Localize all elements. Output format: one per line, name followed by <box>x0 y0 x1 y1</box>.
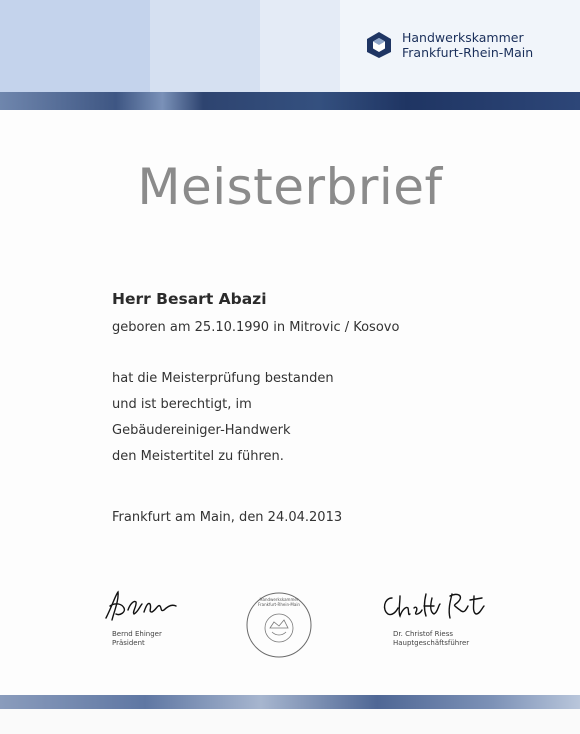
header-band-block <box>0 0 150 92</box>
certification-text-line: hat die Meisterprüfung bestanden <box>112 371 334 386</box>
certification-text <box>112 366 334 470</box>
seal-text-line-2: Frankfurt-Rhein-Main <box>258 602 300 607</box>
signatory-left <box>112 630 162 648</box>
certification-text-line: den Meistertitel zu führen. <box>112 449 284 464</box>
signatory-left-role: Präsident <box>112 639 145 647</box>
signatory-right <box>393 630 469 648</box>
signature-right <box>378 588 488 624</box>
seal-text-line-1: Handwerkskammer <box>259 597 299 602</box>
certification-text-line: Gebäudereiniger-Handwerk <box>112 423 291 438</box>
footer-strip <box>0 695 580 709</box>
signatory-right-name: Dr. Christof Riess <box>393 630 453 638</box>
seal-text <box>252 597 306 607</box>
birth-details: geboren am 25.10.1990 in Mitrovic / Kosovo <box>112 320 400 335</box>
certification-text-line: und ist berechtigt, im <box>112 397 252 412</box>
place-and-date: Frankfurt am Main, den 24.04.2013 <box>112 510 343 525</box>
recipient-name: Herr Besart Abazi <box>112 290 267 308</box>
header-band-block <box>150 0 260 92</box>
hwk-cube-logo-icon <box>364 30 394 60</box>
organization-name-line-1: Handwerkskammer <box>402 30 524 45</box>
header-band-block <box>260 0 340 92</box>
signature-left <box>102 586 182 626</box>
header-band <box>0 0 580 112</box>
signatory-right-role: Hauptgeschäftsführer <box>393 639 470 647</box>
signatory-left-name: Bernd Ehinger <box>112 630 162 638</box>
header-dark-strip <box>0 92 580 110</box>
footer-margin <box>0 709 580 734</box>
organization-name-line-2: Frankfurt-Rhein-Main <box>402 45 534 60</box>
organization-name <box>402 30 533 60</box>
document-title: Meisterbrief <box>137 158 443 216</box>
